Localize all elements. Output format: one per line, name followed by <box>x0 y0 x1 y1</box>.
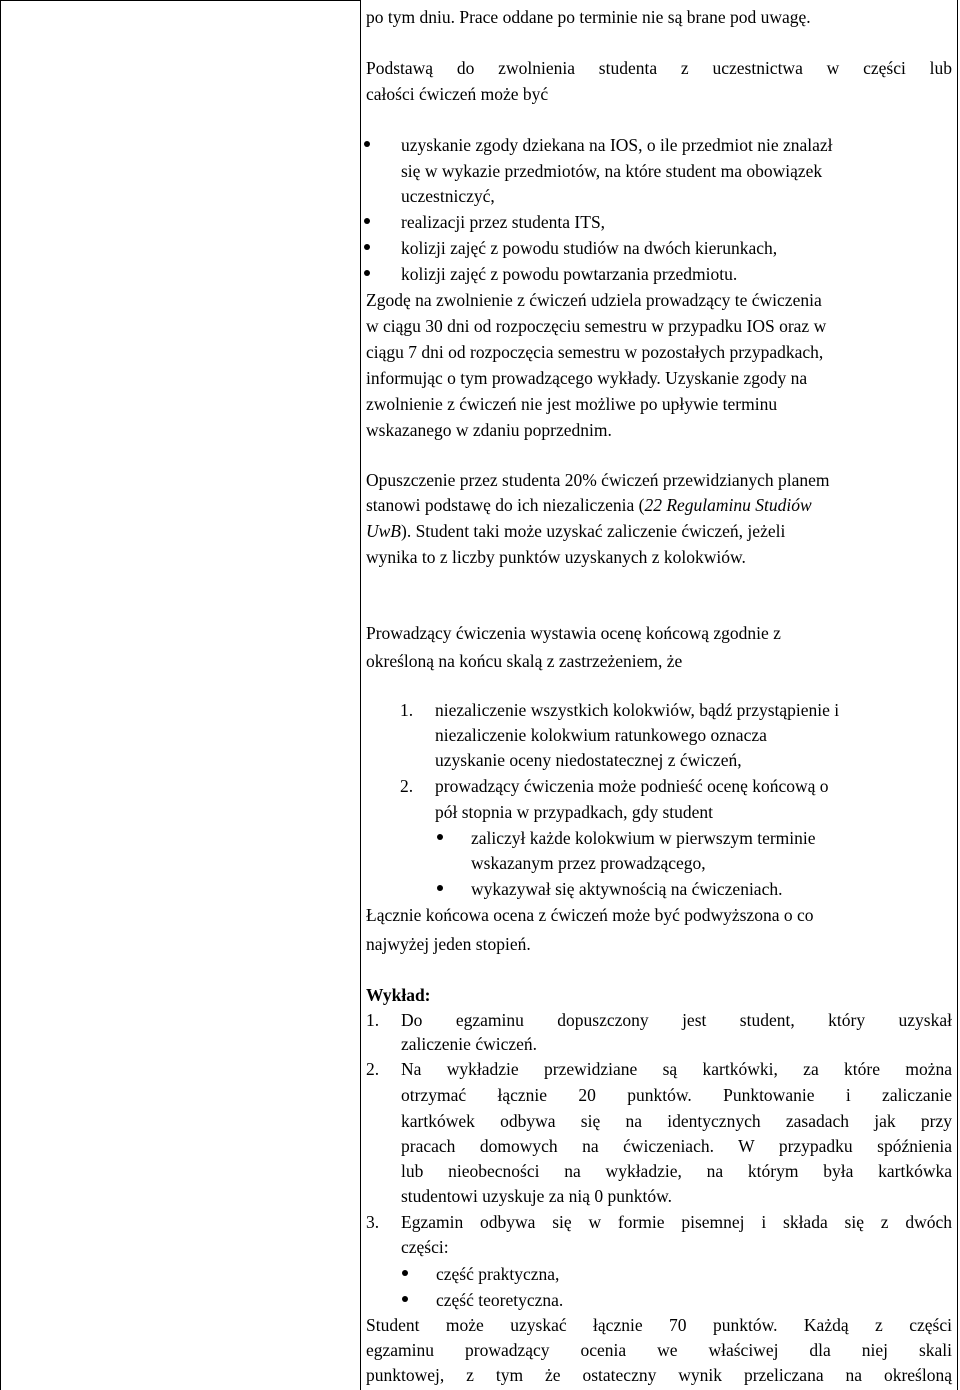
bullet-icon <box>364 244 370 250</box>
intro-tail: po tym dniu. Prace oddane po terminie nie są brane pod uwagę. <box>366 7 811 27</box>
final-paragraph-line: Student może uzyskać łącznie 70 punktów. Każdą z części <box>366 1315 952 1335</box>
lecture-item-line: Na wykładzie przewidziane są kartkówki, za które można <box>401 1059 952 1079</box>
regulation-reference: 22 Regulaminu Studiów <box>644 495 812 515</box>
grade-sub-bullet-line: wykazywał się aktywnością na ćwiczeniach. <box>471 879 783 899</box>
final-paragraph-line: egzaminu prowadzący ocenia we właściwej dla niej skali <box>366 1340 952 1360</box>
grade-item-number: 1. <box>400 700 414 720</box>
grade-item-line: niezaliczenie kolokwium ratunkowego oznacza <box>435 725 767 745</box>
absence-paragraph-line <box>366 494 812 516</box>
absence-paragraph-line <box>366 520 785 542</box>
exempt-bullet-line: się w wykazie przedmiotów, na które student ma obowiązek <box>401 161 823 181</box>
consent-paragraph-line: wskazanego w zdaniu poprzednim. <box>366 420 612 440</box>
exempt-paragraph-line: całości ćwiczeń może być <box>366 84 549 104</box>
grade-paragraph-line: Prowadzący ćwiczenia wystawia ocenę końcową zgodnie z <box>366 623 781 643</box>
lecture-item-line: Egzamin odbywa się w formie pisemnej i składa się z dwóch <box>401 1212 952 1232</box>
exempt-bullet-line: kolizji zajęć z powodu powtarzania przedmiotu. <box>401 264 738 284</box>
exempt-bullet-line: uzyskanie zgody dziekana na IOS, o ile przedmiot nie znalazł <box>401 135 833 155</box>
bullet-icon <box>437 834 443 840</box>
grade-sub-bullet-line: wskazanym przez prowadzącego, <box>471 853 706 873</box>
bullet-icon <box>402 1296 408 1302</box>
lecture-item-number: 1. <box>366 1010 380 1030</box>
exam-part-item: część praktyczna, <box>436 1264 560 1284</box>
bullet-icon <box>364 218 370 224</box>
consent-paragraph-line: informując o tym prowadzącego wykłady. Uzyskanie zgody na <box>366 368 808 388</box>
grade-sub-bullet-line: zaliczył każde kolokwium w pierwszym terminie <box>471 828 816 848</box>
exempt-bullet-line: uczestniczyć, <box>401 186 495 206</box>
consent-paragraph-line: ciągu 7 dni od rozpoczęcia semestru w pozostałych przypadkach, <box>366 342 824 362</box>
table-top-border <box>0 0 360 1</box>
total-paragraph-line: najwyżej jeden stopień. <box>366 934 531 954</box>
grade-item-line: uzyskanie oceny niedostatecznej z ćwiczeń, <box>435 750 742 770</box>
lecture-item-number: 3. <box>366 1212 380 1232</box>
final-paragraph-line: punktowej, z tym że ostateczny wynik przeliczana na określoną <box>366 1365 952 1385</box>
consent-paragraph-line: zwolnienie z ćwiczeń nie jest możliwe po upływie terminu <box>366 394 778 414</box>
absence-paragraph-line: Opuszczenie przez studenta 20% ćwiczeń przewidzianych planem <box>366 470 830 490</box>
table-column-divider <box>360 0 361 1390</box>
bullet-icon <box>364 270 370 276</box>
absence-text: ). Student taki może uzyskać zaliczenie ćwiczeń, jeżeli <box>401 521 786 541</box>
grade-item-number: 2. <box>400 776 414 796</box>
bullet-icon <box>364 141 370 147</box>
lecture-item-number: 2. <box>366 1059 380 1079</box>
consent-paragraph-line: w ciągu 30 dni od rozpoczęciu semestru w przypadku IOS oraz w <box>366 316 827 336</box>
lecture-item-line: pracach domowych na ćwiczeniach. W przypadku spóźnienia <box>401 1136 952 1156</box>
absence-text: stanowi podstawę do ich niezaliczenia ( <box>366 495 645 515</box>
absence-paragraph-line: wynika to z liczby punktów uzyskanych z kolokwiów. <box>366 547 746 567</box>
exam-part-item: część teoretyczna. <box>436 1290 564 1310</box>
table-left-border <box>0 0 1 1390</box>
grade-item-line: pół stopnia w przypadkach, gdy student <box>435 802 714 822</box>
lecture-item-line: otrzymać łącznie 20 punktów. Punktowanie i zaliczanie <box>401 1085 952 1105</box>
bullet-icon <box>437 885 443 891</box>
grade-item-line: niezaliczenie wszystkich kolokwiów, bądź przystąpienie i <box>435 700 840 720</box>
lecture-heading: Wykład: <box>366 985 431 1005</box>
lecture-item-line: kartkówek odbywa się na identycznych zasadach jak przy <box>401 1111 952 1131</box>
lecture-item-line: studentowi uzyskuje za nią 0 punktów. <box>401 1186 673 1206</box>
exempt-paragraph-line: Podstawą do zwolnienia studenta z uczestnictwa w części lub <box>366 58 952 78</box>
lecture-item-line: lub nieobecności na wykładzie, na którym była kartkówka <box>401 1161 952 1181</box>
lecture-item-line: zaliczenie ćwiczeń. <box>401 1034 538 1054</box>
exempt-bullet-line: realizacji przez studenta ITS, <box>401 212 606 232</box>
university-abbrev: UwB <box>366 521 401 541</box>
total-paragraph-line: Łącznie końcowa ocena z ćwiczeń może być podwyższona o co <box>366 905 814 925</box>
lecture-item-line: Do egzaminu dopuszczony jest student, który uzyskał <box>401 1010 952 1030</box>
lecture-item-line: części: <box>401 1237 449 1257</box>
grade-paragraph-line: określoną na końcu skalą z zastrzeżeniem, że <box>366 651 683 671</box>
consent-paragraph-line: Zgodę na zwolnienie z ćwiczeń udziela prowadzący te ćwiczenia <box>366 290 822 310</box>
grade-item-line: prowadzący ćwiczenia może podnieść ocenę końcową o <box>435 776 829 796</box>
bullet-icon <box>402 1270 408 1276</box>
exempt-bullet-line: kolizji zajęć z powodu studiów na dwóch kierunkach, <box>401 238 778 258</box>
table-right-border <box>957 0 958 1390</box>
